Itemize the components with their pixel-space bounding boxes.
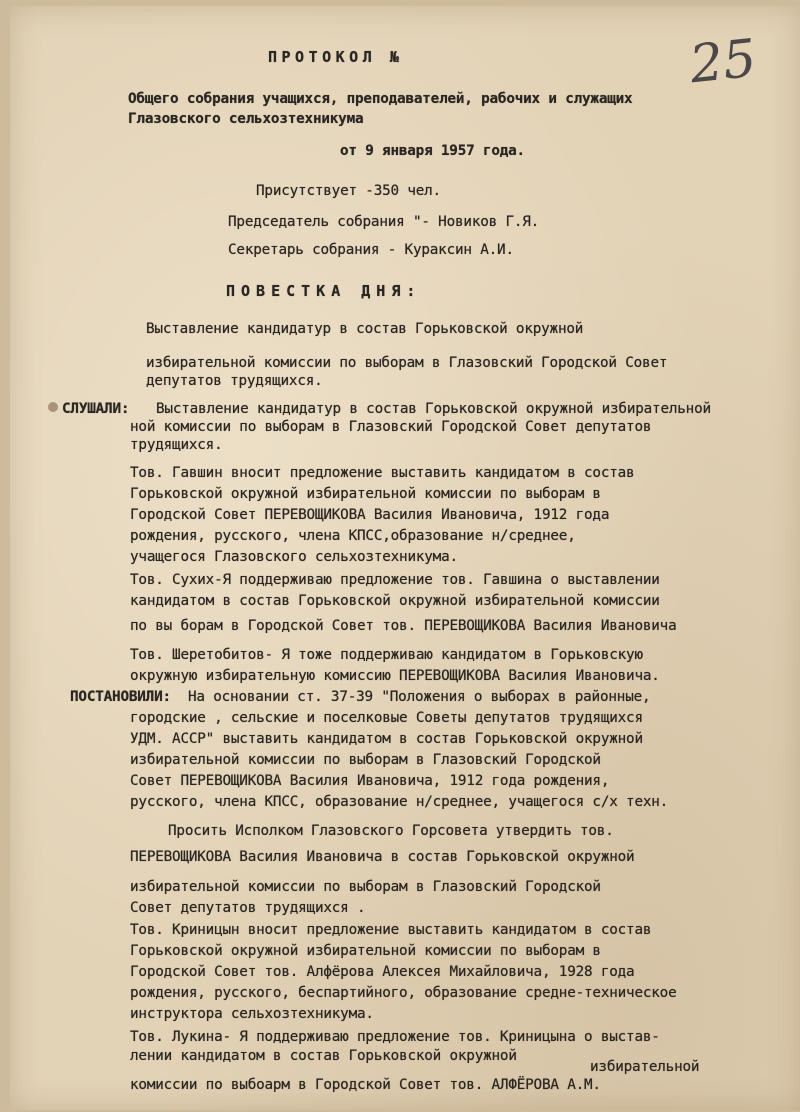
heard-line: Выставление кандидатур в состав Горьковской окружной избирательной [156,401,711,417]
agenda-line: Выставление кандидатур в состав Горьковской окружной [146,321,584,337]
document-page [10,6,800,1110]
punch-hole [48,402,58,412]
heard-line: Тов. Сухих-Я поддерживаю предложение тов. Гавшина о выставлении [130,572,660,588]
resolved-line: Городской Совет тов. Алфёрова Алексея Михайловича, 1928 года [130,964,635,980]
resolved-line: рождения, русского, беспартийного, образование средне-техническое [130,985,677,1001]
resolved-label: ПОСТАНОВИЛИ: [70,689,171,705]
heard-line: рождения, русского, члена КПСС,образование н/среднее, [130,528,576,544]
resolved-line: УДМ. АССР" выставить кандидатом в состав Горьковской окружной [130,731,643,747]
secretary-line: Секретарь собрания - Кураксин А.И. [228,242,514,258]
heard-line: трудящихся. [130,437,223,453]
heard-line: Горьковской окружной избирательной комиссии по выборам в [130,486,601,502]
resolved-line: Совет депутатов трудящихся . [130,900,366,916]
heard-label: СЛУШАЛИ: [62,401,130,417]
heard-line: кандидатом в состав Горьковской окружной избирательной комиссии [130,593,660,609]
heard-line: Городской Совет ПЕРЕВОЩИКОВА Василия Ивановича, 1912 года [130,507,610,523]
resolved-line: избирательной [590,1059,700,1075]
resolved-line: Тов. Криницын вносит предложение выставить кандидатом в состав [130,922,652,938]
resolved-line: инструктора сельхозтехникума. [130,1006,374,1022]
resolved-line: На основании ст. 37-39 "Положения о выборах в районные, [188,689,651,705]
resolved-line: избирательной комиссии по выборам в Глазовский Городской [130,752,601,768]
heard-line: ной комиссии по выборам в Глазовский Городской Совет депутатов [130,419,652,435]
heard-line: Тов. Гавшин вносит предложение выставить кандидатом в состав [130,465,635,481]
resolved-line: Совет ПЕРЕВОЩИКОВА Василия Ивановича, 1912 года рождения, [130,773,610,789]
resolved-line: Просить Исполком Глазовского Горсовета утвердить тов. [168,823,614,839]
heard-line: учащегося Глазовского сельхозтехникума. [130,549,458,565]
resolved-line: русского, члена КПСС, образование н/среднее, учащегося с/х техн. [130,794,669,810]
agenda-title: ПОВЕСТКА ДНЯ: [226,282,422,300]
resolved-line: избирательной комиссии по выборам в Глазовский Городской [130,879,601,895]
heard-line: Тов. Шеретобитов- Я тоже поддерживаю кандидатом в Горьковскую [130,647,643,663]
subtitle-line2: Глазовского сельхозтехникума [128,111,364,127]
handwritten-page-number: 25 [687,28,760,96]
resolved-line: лении кандидатом в состав Горьковской окружной [130,1048,517,1064]
heard-line: по вы борам в Городской Совет тов. ПЕРЕВОЩИКОВА Василия Ивановича [130,618,677,634]
resolved-line: комиссии по выбоарм в Городской Совет тов. АЛФЁРОВА А.М. [130,1077,601,1093]
date-line: от 9 января 1957 года. [340,143,525,159]
subtitle-line1: Общего собрания учащихся, преподавателей, рабочих и служащих [128,91,633,107]
heard-line: окружную избирательную комиссию ПЕРЕВОЩИКОВА Василия Ивановича. [130,668,660,684]
resolved-line: Тов. Лукина- Я поддерживаю предложение тов. Криницына о выстав- [130,1029,660,1045]
resolved-line: городские , сельские и поселковые Советы депутатов трудящихся [130,710,643,726]
protocol-title: ПРОТОКОЛ № [268,48,404,66]
agenda-line: депутатов трудящихся. [146,373,323,389]
resolved-line: Горьковской окружной избирательной комиссии по выборам в [130,943,601,959]
chairman-line: Председатель собрания "- Новиков Г.Я. [228,214,540,230]
resolved-line: ПЕРЕВОЩИКОВА Василия Ивановича в состав Горьковской окружной [130,849,635,865]
agenda-line: избирательной комиссии по выборам в Глазовский Городской Совет [146,355,668,371]
present-count: Присутствует -350 чел. [256,183,441,199]
